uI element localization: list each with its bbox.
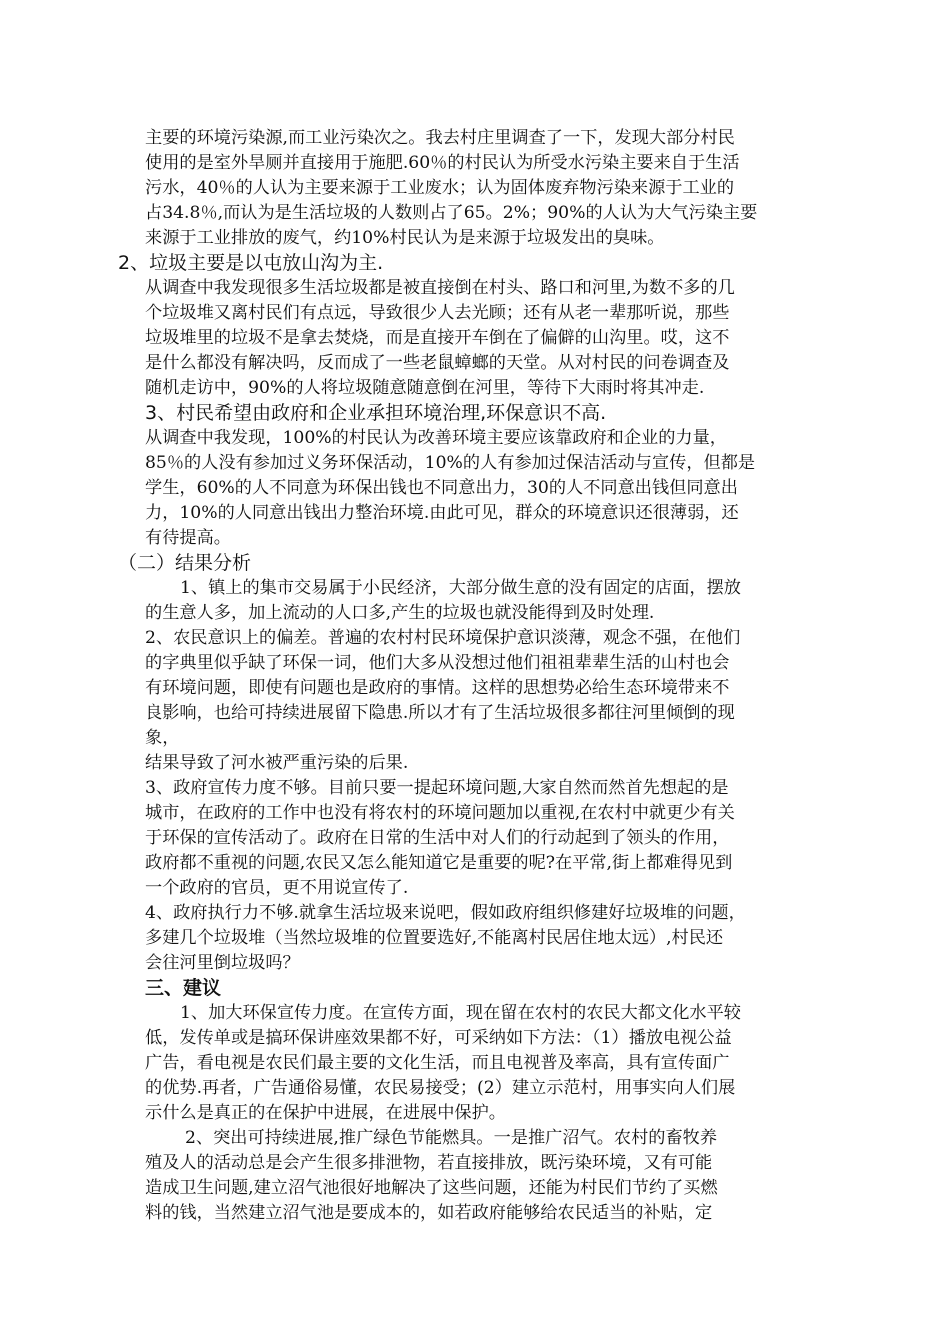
result1-line: 的生意人多，加上流动的人口多,产生的垃圾也就没能得到及时处理. (145, 603, 655, 623)
para1-line: 使用的是室外旱厕并直接用于施肥.60％的村民认为所受水污染主要来自于生活 (145, 153, 740, 173)
result4-line: 多建几个垃圾堆（当然垃圾堆的位置要选好,不能离村民居住地太远）,村民还 (145, 928, 724, 948)
para2-line: 个垃圾堆又离村民们有点远，导致很少人去光顾；还有从老一辈那听说，那些 (145, 303, 730, 323)
suggestion1-line: 广告，看电视是农民们最主要的文化生活，而且电视普及率高，具有宣传面广 (145, 1053, 730, 1073)
suggestion1-line: 1、加大环保宣传力度。在宣传方面，现在留在农村的农民大都文化水平较 (180, 1003, 741, 1023)
para2-line: 随机走访中，90%的人将垃圾随意随意倒在河里，等待下大雨时将其冲走. (145, 378, 705, 398)
subheading-garbage-dumping: 2、垃圾主要是以屯放山沟为主. (118, 252, 384, 274)
para2-line: 垃圾堆里的垃圾不是拿去焚烧，而是直接开车倒在了偏僻的山沟里。哎，这不 (145, 328, 730, 348)
suggestion1-line: 示什么是真正的在保护中进展，在进展中保护。 (145, 1103, 506, 1123)
result4-line: 4、政府执行力不够.就拿生活垃圾来说吧，假如政府组织修建好垃圾堆的问题， (145, 903, 746, 923)
para3-line: 力，10%的人同意出钱出力整治环境.由此可见，群众的环境意识还很薄弱，还 (145, 503, 739, 523)
para2-line: 从调查中我发现很多生活垃圾都是被直接倒在村头、路口和河里,为数不多的几 (145, 278, 735, 298)
section-heading-results: （二）结果分析 (118, 552, 252, 574)
result4-line: 会往河里倒垃圾吗？ (145, 953, 300, 973)
result1-line: 1、镇上的集市交易属于小民经济，大部分做生意的没有固定的店面，摆放 (180, 578, 741, 598)
result3-line: 政府都不重视的问题,农民又怎么能知道它是重要的呢?在平常,街上都难得见到 (145, 853, 733, 873)
suggestion2-line: 料的钱，当然建立沼气池是要成本的，如若政府能够给农民适当的补贴，定 (145, 1203, 713, 1223)
para3-line: 学生，60%的人不同意为环保出钱也不同意出力，30的人不同意出钱但同意出 (145, 478, 738, 498)
result3-line: 3、政府宣传力度不够。目前只要一提起环境问题,大家自然而然首先想起的是 (145, 778, 729, 798)
result2-line: 有环境问题，即使有问题也是政府的事情。这样的思想势必给生态环境带来不 (145, 678, 730, 698)
para1-line: 污水，40％的人认为主要来源于工业废水；认为固体废弃物污染来源于工业的 (145, 178, 735, 198)
suggestion2-line: 造成卫生问题,建立沼气池很好地解决了这些问题，还能为村民们节约了买燃 (145, 1178, 718, 1198)
result2-line: 结果导致了河水被严重污染的后果. (145, 753, 409, 773)
subheading-villager-expectation: 3、村民希望由政府和企业承担环境治理,环保意识不高. (145, 402, 607, 424)
result2-line: 的字典里似乎缺了环保一词，他们大多从没想过他们祖祖辈辈生活的山村也会 (145, 653, 730, 673)
result3-line: 一个政府的官员，更不用说宣传了. (145, 878, 409, 898)
suggestion2-line: 2、突出可持续进展,推广绿色节能燃具。一是推广沼气。农村的畜牧养 (185, 1128, 718, 1148)
suggestion2-line: 殖及人的活动总是会产生很多排泄物，若直接排放，既污染环境，又有可能 (145, 1153, 713, 1173)
para3-line: 从调查中我发现，100%的村民认为改善环境主要应该靠政府和企业的力量， (145, 428, 727, 448)
para3-line: 有待提高。 (145, 528, 231, 548)
para2-line: 是什么都没有解决吗，反而成了一些老鼠蟑螂的天堂。从对村民的问卷调查及 (145, 353, 730, 373)
result2-line: 2、农民意识上的偏差。普遍的农村村民环境保护意识淡薄，观念不强，在他们 (145, 628, 741, 648)
result3-line: 于环保的宣传活动了。政府在日常的生活中对人们的行动起到了领头的作用， (145, 828, 730, 848)
suggestion1-line: 低，发传单或是搞环保讲座效果都不好，可采纳如下方法：（1）播放电视公益 (145, 1028, 732, 1048)
para1-line: 来源于工业排放的废气，约10%村民认为是来源于垃圾发出的臭味。 (145, 228, 665, 248)
result3-line: 城市，在政府的工作中也没有将农村的环境问题加以重视,在农村中就更少有关 (145, 803, 735, 823)
para3-line: 85％的人没有参加过义务环保活动，10%的人有参加过保洁活动与宣传，但都是 (145, 453, 756, 473)
section-heading-suggestions: 三、建议 (145, 977, 222, 999)
result2-line: 象， (145, 728, 180, 748)
result2-line: 良影响，也给可持续进展留下隐患.所以才有了生活垃圾很多都往河里倾倒的现 (145, 703, 735, 723)
suggestion1-line: 的优势.再者，广告通俗易懂，农民易接受；(2）建立示范村，用事实向人们展 (145, 1078, 736, 1098)
para1-line: 主要的环境污染源,而工业污染次之。我去村庄里调查了一下，发现大部分村民 (145, 128, 735, 148)
para1-line: 占34.8％,而认为是生活垃圾的人数则占了65。2%；90%的人认为大气污染主要 (145, 203, 758, 223)
